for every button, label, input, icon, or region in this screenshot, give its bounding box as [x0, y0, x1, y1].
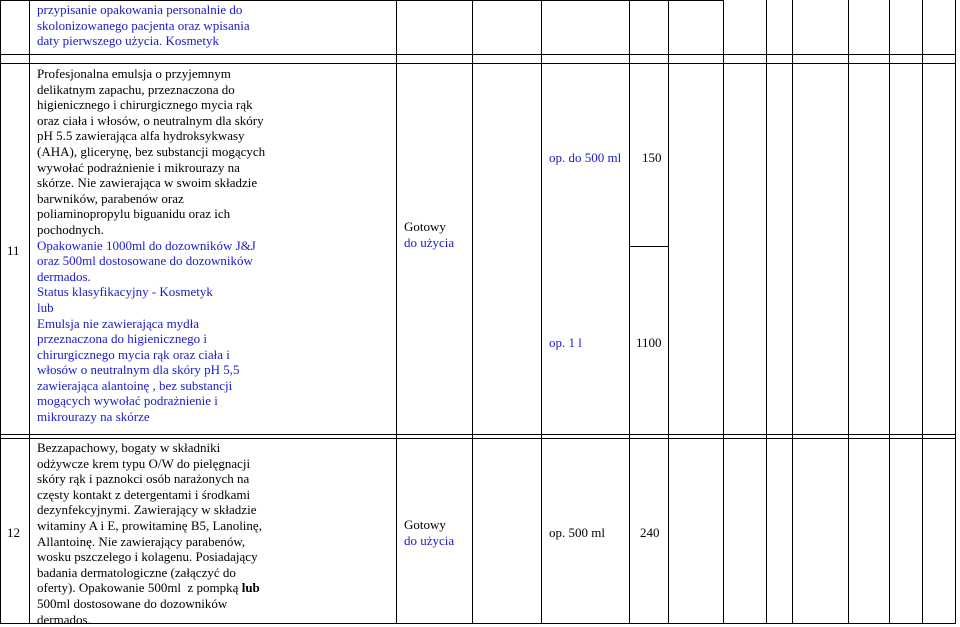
- desc-line: chirurgicznego mycia rąk oraz ciała i: [37, 346, 230, 362]
- desc-line: witaminy A i E, prowitaminę B5, Lanolinę,: [37, 517, 262, 533]
- row-11-qty-2: 1100: [636, 335, 662, 350]
- desc-line: poliaminopropylu biguanidu oraz ich: [37, 206, 231, 222]
- desc-line: odżywcze krem typu O/W do pielęgnacji: [37, 455, 251, 471]
- desc-line: mogących wywołać podrażnienie i: [37, 393, 218, 409]
- form-line: do użycia: [404, 234, 455, 250]
- desc-line: wywołać podrażnienie i mikrourazy na: [37, 159, 240, 175]
- desc-line: barwników, parabenów oraz: [37, 190, 184, 206]
- oferty-text: oferty). Opakowanie 500ml z pompką: [37, 580, 242, 596]
- desc-line: daty pierwszego użycia. Kosmetyk: [37, 33, 219, 49]
- desc-line: (AHA), glicerynę, bez substancji mogących: [37, 143, 266, 159]
- form-line: do użycia: [404, 532, 455, 548]
- desc-line: skóry rąk i paznokci osób narażonych na: [37, 471, 250, 487]
- desc-line: dezynfekcyjnymi. Zawierający w składzie: [37, 502, 257, 518]
- desc-line: mikrourazy na skórze: [37, 409, 150, 425]
- desc-line: skórze. Nie zawierająca w swoim składzie: [37, 175, 258, 191]
- desc-line: zawierająca alantoinę , bez substancji: [37, 377, 233, 393]
- row-11-description: [37, 66, 265, 425]
- row-11-unit-1: op. do 500 ml: [549, 150, 622, 165]
- desc-line: skolonizowanego pacjenta oraz wpisania: [37, 17, 250, 33]
- desc-line: Bezzapachowy, bogaty w składniki: [37, 440, 221, 455]
- desc-line: wosku pszczelego i kolagenu. Posiadający: [37, 549, 258, 565]
- desc-line: badania dermatologiczne (załączyć do: [37, 564, 236, 580]
- desc-line: dermados.: [37, 611, 91, 627]
- row-11-unit-2: op. 1 l: [549, 335, 582, 350]
- desc-line: Status klasyfikacyjny - Kosmetyk: [37, 284, 213, 300]
- row-12-unit-1: op. 500 ml: [549, 525, 605, 540]
- desc-line: włosów o neutralnym dla skóry pH 5,5: [37, 362, 240, 378]
- desc-line: delikatnym zapachu, przeznaczona do: [37, 81, 235, 97]
- row-12-qty-1: 240: [640, 525, 660, 540]
- desc-line: przeznaczona do higienicznego i: [37, 331, 207, 347]
- desc-line: oraz ciała i włosów, o neutralnym dla skóry: [37, 112, 264, 128]
- desc-line: dermados.: [37, 268, 91, 284]
- desc-line-oferty: [37, 580, 262, 596]
- row-12-number: 12: [7, 525, 20, 540]
- row-12-description: [37, 440, 262, 627]
- desc-line: pochodnych.: [37, 221, 104, 237]
- form-line: Gotowy: [404, 517, 446, 532]
- desc-line: pH 5.5 zawierająca alfa hydroksykwasy: [37, 128, 245, 144]
- top-row-description: [37, 2, 250, 49]
- desc-line: higienicznego i chirurgicznego mycia rąk: [37, 97, 253, 113]
- row-12-form: [404, 517, 454, 548]
- row-11-qty-1: 150: [642, 150, 662, 165]
- form-line: Gotowy: [404, 219, 446, 234]
- desc-line: przypisanie opakowania personalnie do: [37, 2, 243, 17]
- desc-line: częsty kontakt z detergentami i środkami: [37, 486, 251, 502]
- row-11-form: [404, 219, 454, 250]
- desc-line: Profesjonalna emulsja o przyjemnym: [37, 66, 231, 81]
- desc-line: oraz 500ml dostosowane do dozowników: [37, 253, 253, 269]
- oferty-bold: lub: [241, 580, 260, 596]
- row-11-number: 11: [7, 243, 20, 258]
- desc-line: 500ml dostosowane do dozowników: [37, 595, 228, 611]
- desc-line: Emulsja nie zawierająca mydła: [37, 315, 200, 331]
- desc-line: lub: [37, 299, 54, 315]
- desc-line: Allantoinę. Nie zawierający parabenów,: [37, 533, 246, 549]
- desc-line: Opakowanie 1000ml do dozowników J&J: [37, 237, 256, 253]
